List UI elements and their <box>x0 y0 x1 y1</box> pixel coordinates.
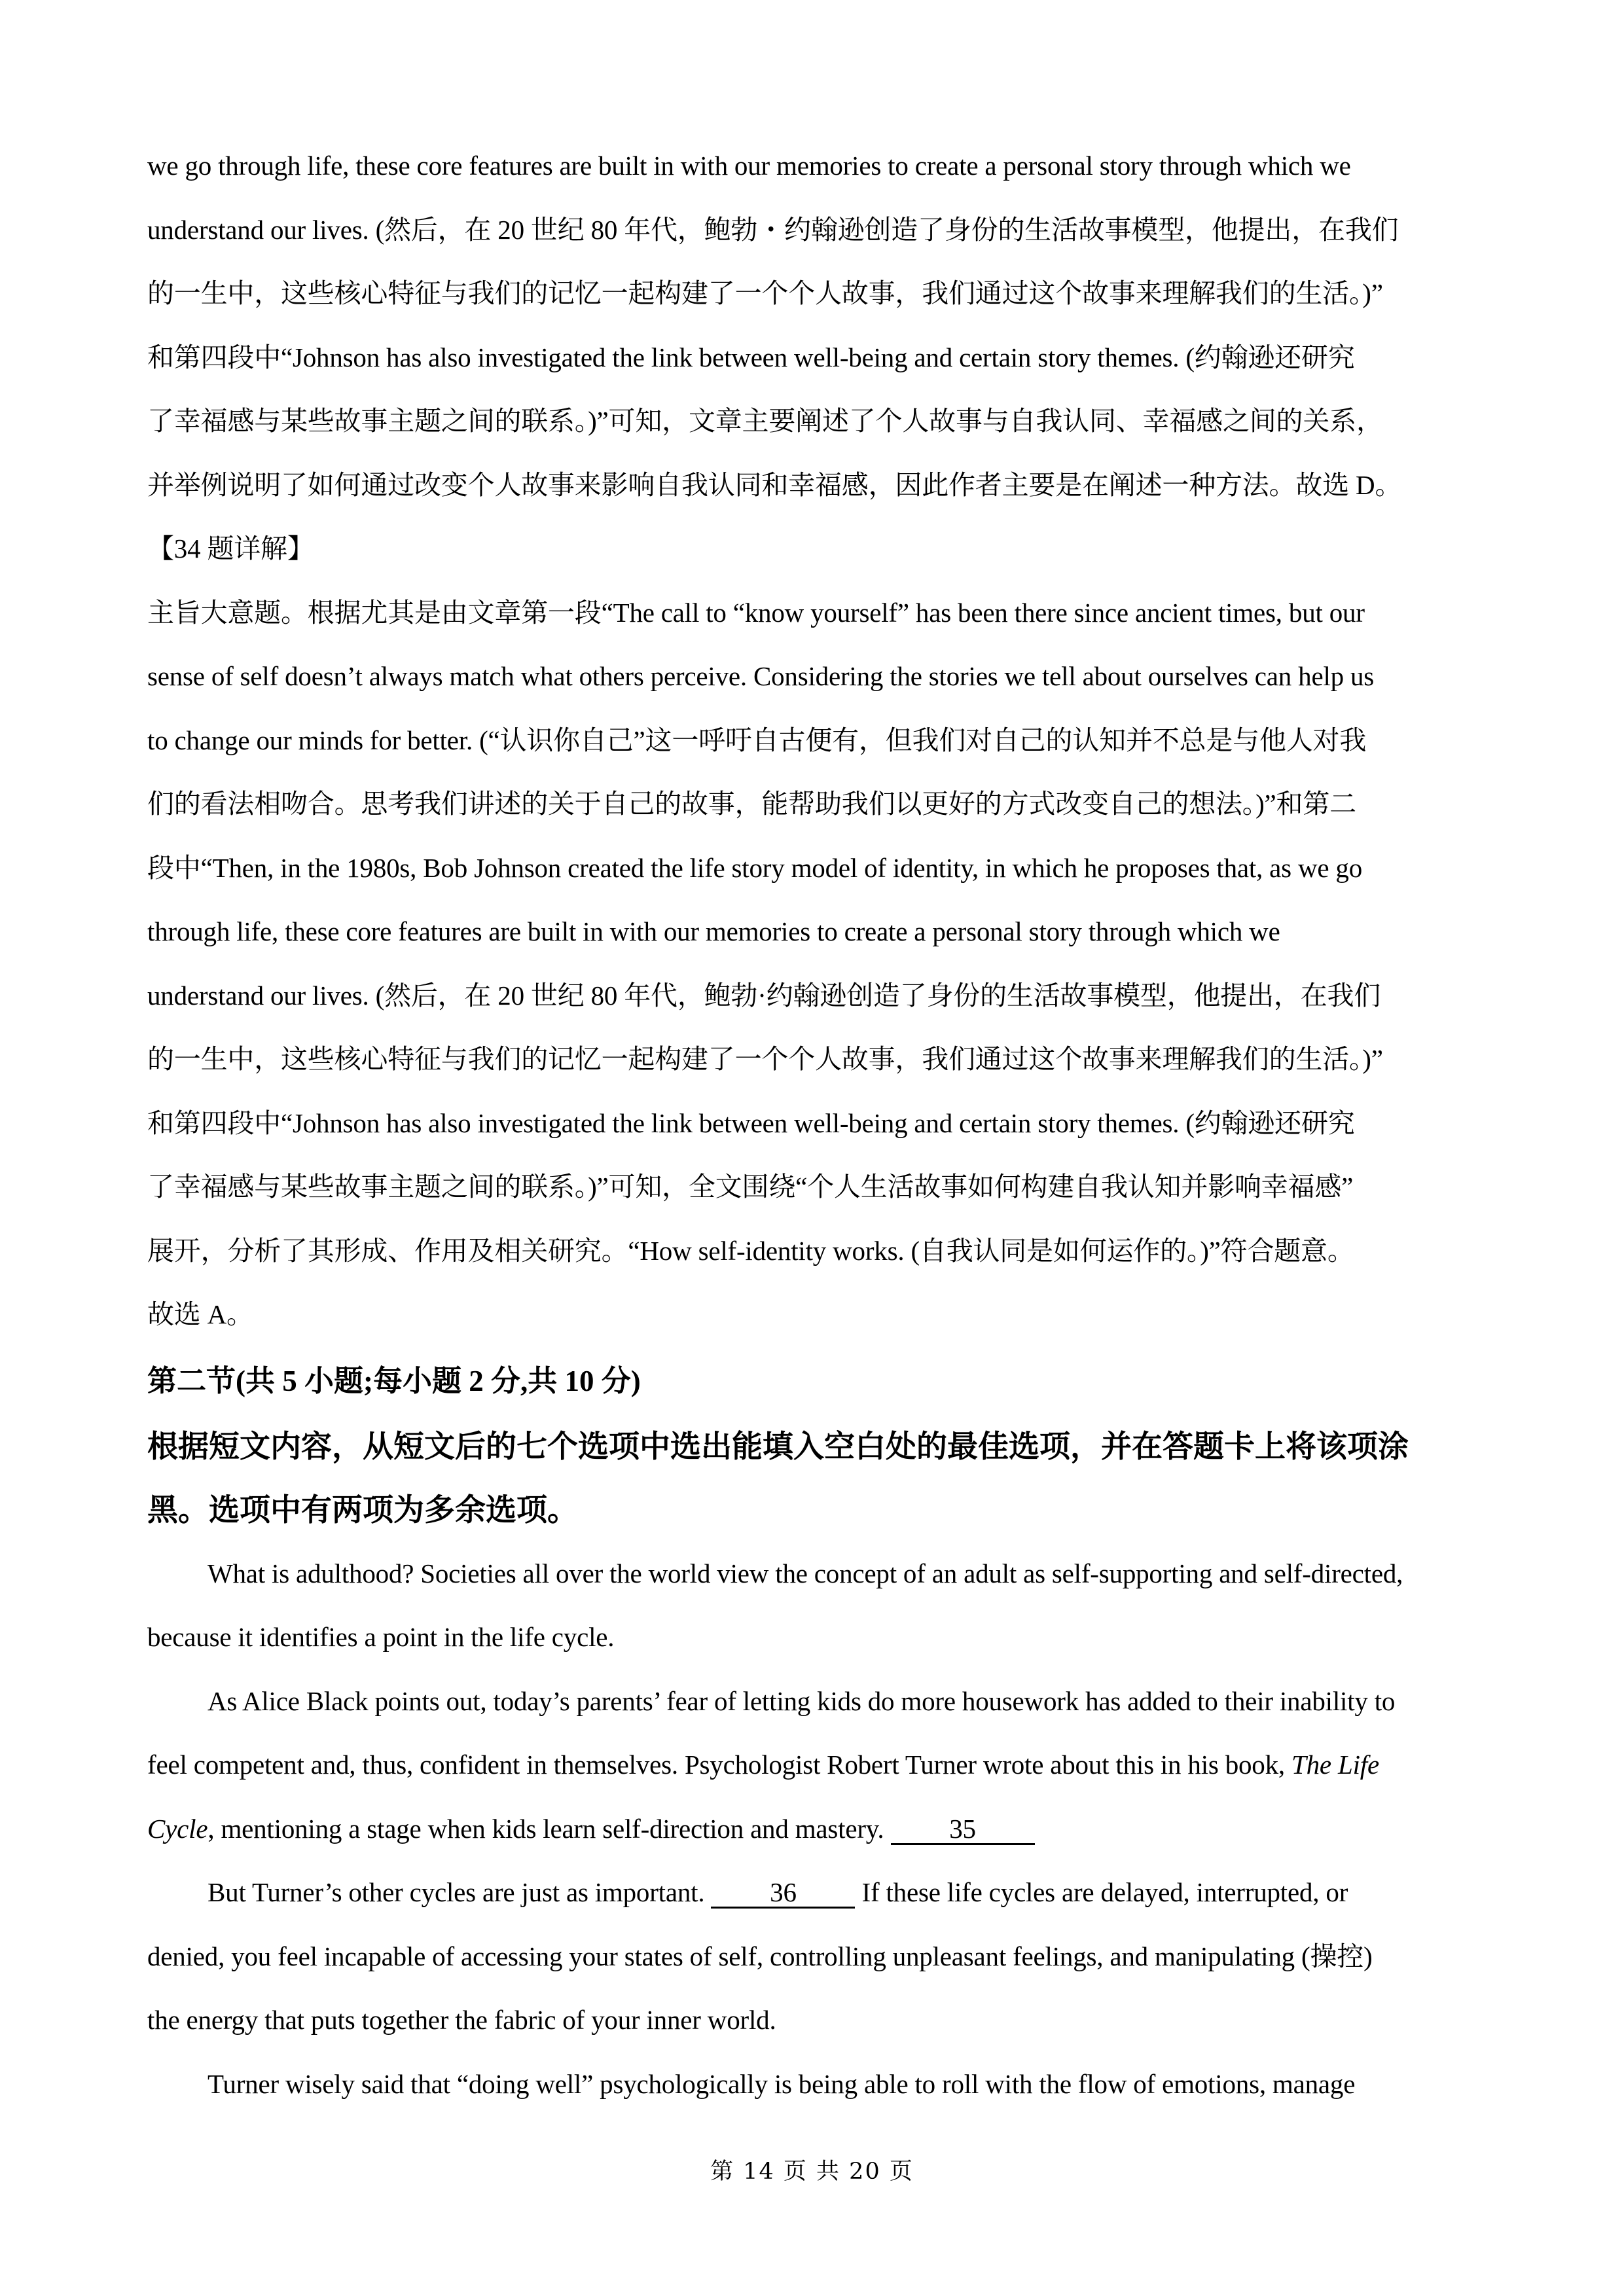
passage-text: If these life cycles are delayed, interrupted, or <box>855 1877 1348 1907</box>
text-line: 和第四段中“Johnson has also investigated the link between well-being and certain story themes. (约翰逊还研究 <box>147 342 1355 372</box>
q34-heading: 【34 题详解】 <box>147 533 314 564</box>
text-line: 和第四段中“Johnson has also investigated the link between well-being and certain story themes. (约翰逊还研究 <box>147 1107 1355 1138</box>
passage-text: , mentioning a stage when kids learn self-direction and mastery. <box>208 1813 891 1844</box>
blank-36[interactable]: 36 <box>711 1878 855 1909</box>
instruction-line: 黑。选项中有两项为多余选项。 <box>147 1492 578 1528</box>
passage-line <box>147 1733 1483 1797</box>
text-line: 故选 A。 <box>147 1299 253 1329</box>
text-line: we go through life, these core features are built in with our memories to create a personal story through which we <box>147 151 1351 181</box>
text-line: 了幸福感与某些故事主题之间的联系。)”可知，文章主要阐述了个人故事与自我认同、幸福感之间的关系， <box>147 406 1383 436</box>
text-line: 的一生中，这些核心特征与我们的记忆一起构建了一个个人故事，我们通过这个故事来理解我们的生活。)” <box>147 278 1383 308</box>
passage-line: the energy that puts together the fabric of your inner world. <box>147 2005 776 2035</box>
page-footer: 第 14 页 共 20 页 <box>710 2159 914 2185</box>
passage-line: denied, you feel incapable of accessing your states of self, controlling unpleasant feelings, and manipulating (操控) <box>147 1941 1373 1971</box>
passage-line: What is adulthood? Societies all over the world view the concept of an adult as self-supporting and self-directed, <box>208 1558 1403 1588</box>
page-content <box>147 134 1483 2116</box>
passage-line: Turner wisely said that “doing well” psychologically is being able to roll with the flow of emotions, manage <box>208 2068 1356 2099</box>
passage-line <box>147 1861 1483 1925</box>
text-line: sense of self doesn’t always match what others perceive. Considering the stories we tell about ourselves can help us <box>147 661 1375 691</box>
text-line: through life, these core features are built in with our memories to create a personal story through which we <box>147 916 1280 946</box>
book-title: The Life <box>1291 1749 1379 1780</box>
passage-text: But Turner’s other cycles are just as important. <box>208 1877 712 1907</box>
section-title: 第二节(共 5 小题;每小题 2 分,共 10 分) <box>147 1364 641 1397</box>
text-line: understand our lives. (然后，在 20 世纪 80 年代，鲍勃·约翰逊创造了身份的生活故事模型，他提出，在我们 <box>147 980 1381 1011</box>
text-line: 的一生中，这些核心特征与我们的记忆一起构建了一个个人故事，我们通过这个故事来理解我们的生活。)” <box>147 1044 1383 1074</box>
passage-line <box>147 1797 1483 1861</box>
passage-line: because it identifies a point in the life cycle. <box>147 1622 615 1652</box>
passage-text: feel competent and, thus, confident in themselves. Psychologist Robert Turner wrote about this in his book, <box>147 1749 1292 1780</box>
text-line: 们的看法相吻合。思考我们讲述的关于自己的故事，能帮助我们以更好的方式改变自己的想法。)”和第二 <box>147 789 1356 819</box>
blank-35[interactable]: 35 <box>891 1814 1035 1845</box>
book-title-cont: Cycle <box>147 1813 208 1844</box>
instruction-line: 根据短文内容，从短文后的七个选项中选出能填入空白处的最佳选项，并在答题卡上将该项涂 <box>147 1428 1409 1465</box>
text-line: understand our lives. (然后，在 20 世纪 80 年代，鲍勃・约翰逊创造了身份的生活故事模型，他提出，在我们 <box>147 214 1399 245</box>
text-line: 并举例说明了如何通过改变个人故事来影响自我认同和幸福感，因此作者主要是在阐述一种方法。故选 D。 <box>147 469 1402 500</box>
passage-line: As Alice Black points out, today’s parents’ fear of letting kids do more housework has added to their inability to <box>208 1685 1396 1716</box>
text-line: 了幸福感与某些故事主题之间的联系。)”可知，全文围绕“个人生活故事如何构建自我认知并影响幸福感” <box>147 1172 1354 1202</box>
text-line: 展开，分析了其形成、作用及相关研究。“How self-identity works. (自我认同是如何运作的。)”符合题意。 <box>147 1235 1354 1266</box>
text-line: 段中“Then, in the 1980s, Bob Johnson created the life story model of identity, in which he proposes that, as we go <box>147 852 1363 883</box>
text-line: 主旨大意题。根据尤其是由文章第一段“The call to “know yourself” has been there since ancient times, but our <box>147 597 1365 628</box>
text-line: to change our minds for better. (“认识你自己”这一呼吁自古便有，但我们对自己的认知并不总是与他人对我 <box>147 725 1367 755</box>
